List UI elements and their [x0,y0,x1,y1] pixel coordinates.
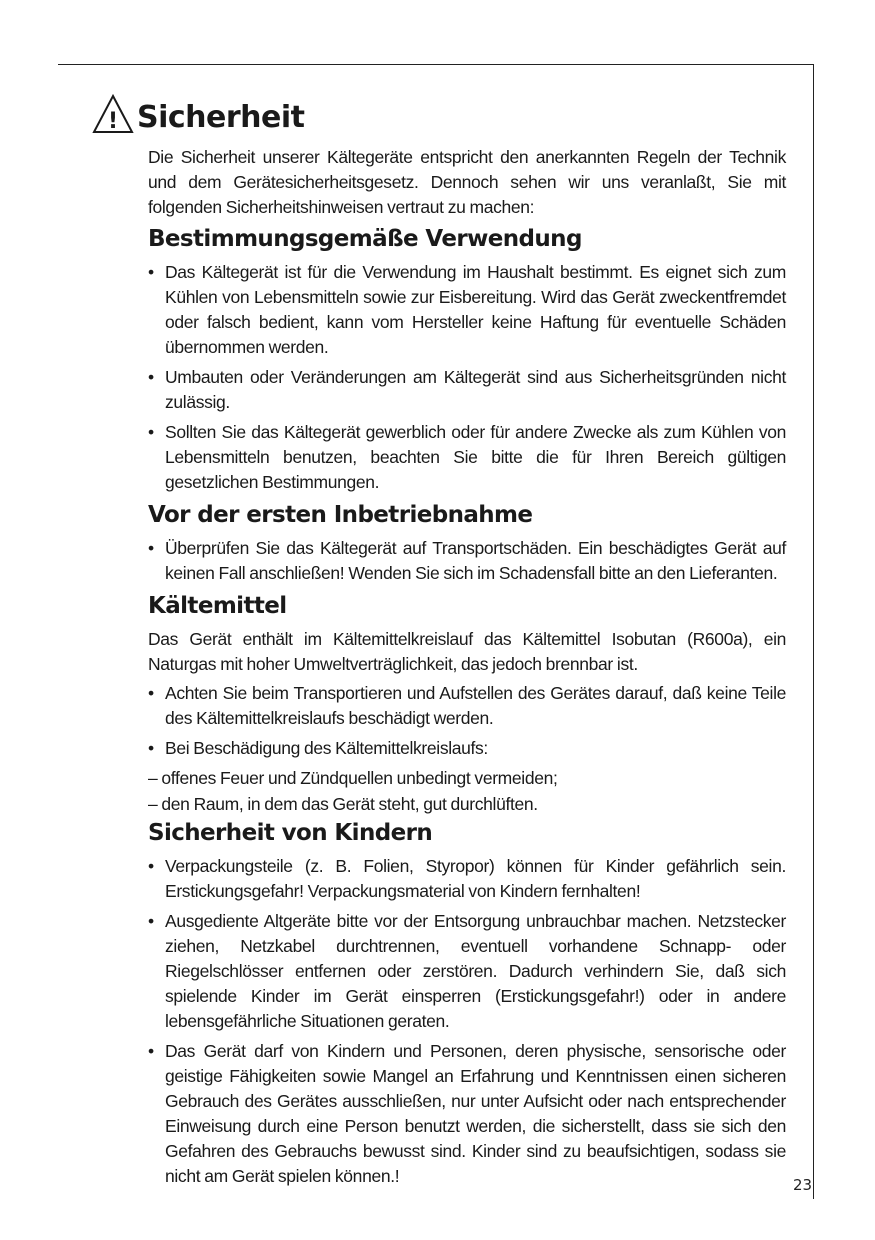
bullet-symbol: • [148,262,154,282]
warning-triangle-icon [91,92,135,136]
heading-first-use: Vor der ersten Inbetriebnahme [148,502,533,528]
frame-top-rule [58,64,814,65]
frame-right-rule [813,64,814,1199]
bullet-symbol: • [148,911,154,931]
bullet-symbol: • [148,683,154,703]
list-item: • Das Gerät darf von Kindern und Personen, deren physische, sensorische oder geistige Fähigkeiten sowie Mangel an Erfahrung und Kenntnissen einen sicheren Gebrauch des Gerätes ausschließen, nur unter Aufsicht oder nach entsprechender Einweisung durch eine Person benutzt werden, die sicherstellt, dass sie sich den Gefahren des Gebrauchs bewusst sind. Kinder sind zu beaufsichtigen, sodass sie nicht am Gerät spielen können.! [148,1041,786,1186]
bullet-symbol: • [148,738,154,758]
list-item: • Sollten Sie das Kältegerät gewerblich oder für andere Zwecke als zum Kühlen von Lebensmitteln benutzen, beachten Sie bitte die für Ihren Bereich gültigen gesetzlichen Bestimmungen. [148,422,786,492]
list-item: • Achten Sie beim Transportieren und Aufstellen des Gerätes darauf, daß keine Teile des Kältemittelkreislaufs beschädigt werden. [148,683,786,728]
warning-glyph: ! [107,109,119,134]
bullet-symbol: • [148,367,154,387]
list-item: • Das Kältegerät ist für die Verwendung im Haushalt bestimmt. Es eignet sich zum Kühlen von Lebensmitteln sowie zur Eisbereitung. Wird das Gerät zweckentfremdet oder falsch bedient, kann vom Hersteller keine Haftung für eventuelle Schäden übernommen werden. [148,262,786,357]
bullet-symbol: • [148,538,154,558]
page-title: Sicherheit [137,100,305,135]
list-item: • Überprüfen Sie das Kältegerät auf Transportschäden. Ein beschädigtes Gerät auf keinen Fall anschließen! Wenden Sie sich im Schadensfall bitte an den Lieferanten. [148,538,786,583]
list-item: • Verpackungsteile (z. B. Folien, Styropor) können für Kinder gefährlich sein. Erstickungsgefahr! Verpackungsmaterial von Kindern fernhalten! [148,856,786,901]
refrigerant-paragraph: Das Gerät enthält im Kältemittelkreislauf das Kältemittel Isobutan (R600a), ein Naturgas mit hoher Umweltverträglichkeit, das jedoch brennbar ist. [148,629,786,674]
list-item: • Ausgediente Altgeräte bitte vor der Entsorgung unbrauchbar machen. Netzstecker ziehen, Netzkabel durchtrennen, eventuell vorhandene Schnapp- oder Riegelschlösser entfernen oder zerstören. Dadurch verhindern Sie, daß sich spielende Kinder im Gerät einsperren (Erstickungsgefahr!) oder in andere lebensgefährliche Situationen geraten. [148,911,786,1031]
bullet-symbol: • [148,422,154,442]
intro-paragraph: Die Sicherheit unserer Kältegeräte entspricht den anerkannten Regeln der Technik und dem Gerätesicherheitsgesetz. Dennoch sehen wir uns veranlaßt, Sie mit folgenden Sicherheitshinweisen vertraut zu machen: [148,147,786,217]
bullet-symbol: • [148,856,154,876]
section-title-row [91,92,305,136]
heading-usage: Bestimmungsgemäße Verwendung [148,226,582,252]
dash-item: – offenes Feuer und Zündquellen unbedingt vermeiden; [148,768,558,788]
dash-symbol: – [148,768,158,788]
dash-symbol: – [148,794,158,814]
dash-item: – den Raum, in dem das Gerät steht, gut durchlüften. [148,794,538,814]
heading-refrigerant: Kältemittel [148,593,287,619]
bullet-symbol: • [148,1041,154,1061]
document-body [148,145,786,1194]
list-item: • Umbauten oder Veränderungen am Kältegerät sind aus Sicherheitsgründen nicht zulässig. [148,367,786,412]
page-number: 23 [793,1176,813,1194]
list-item: • Bei Beschädigung des Kältemittelkreislaufs: [148,736,786,761]
heading-children: Sicherheit von Kindern [148,820,433,846]
